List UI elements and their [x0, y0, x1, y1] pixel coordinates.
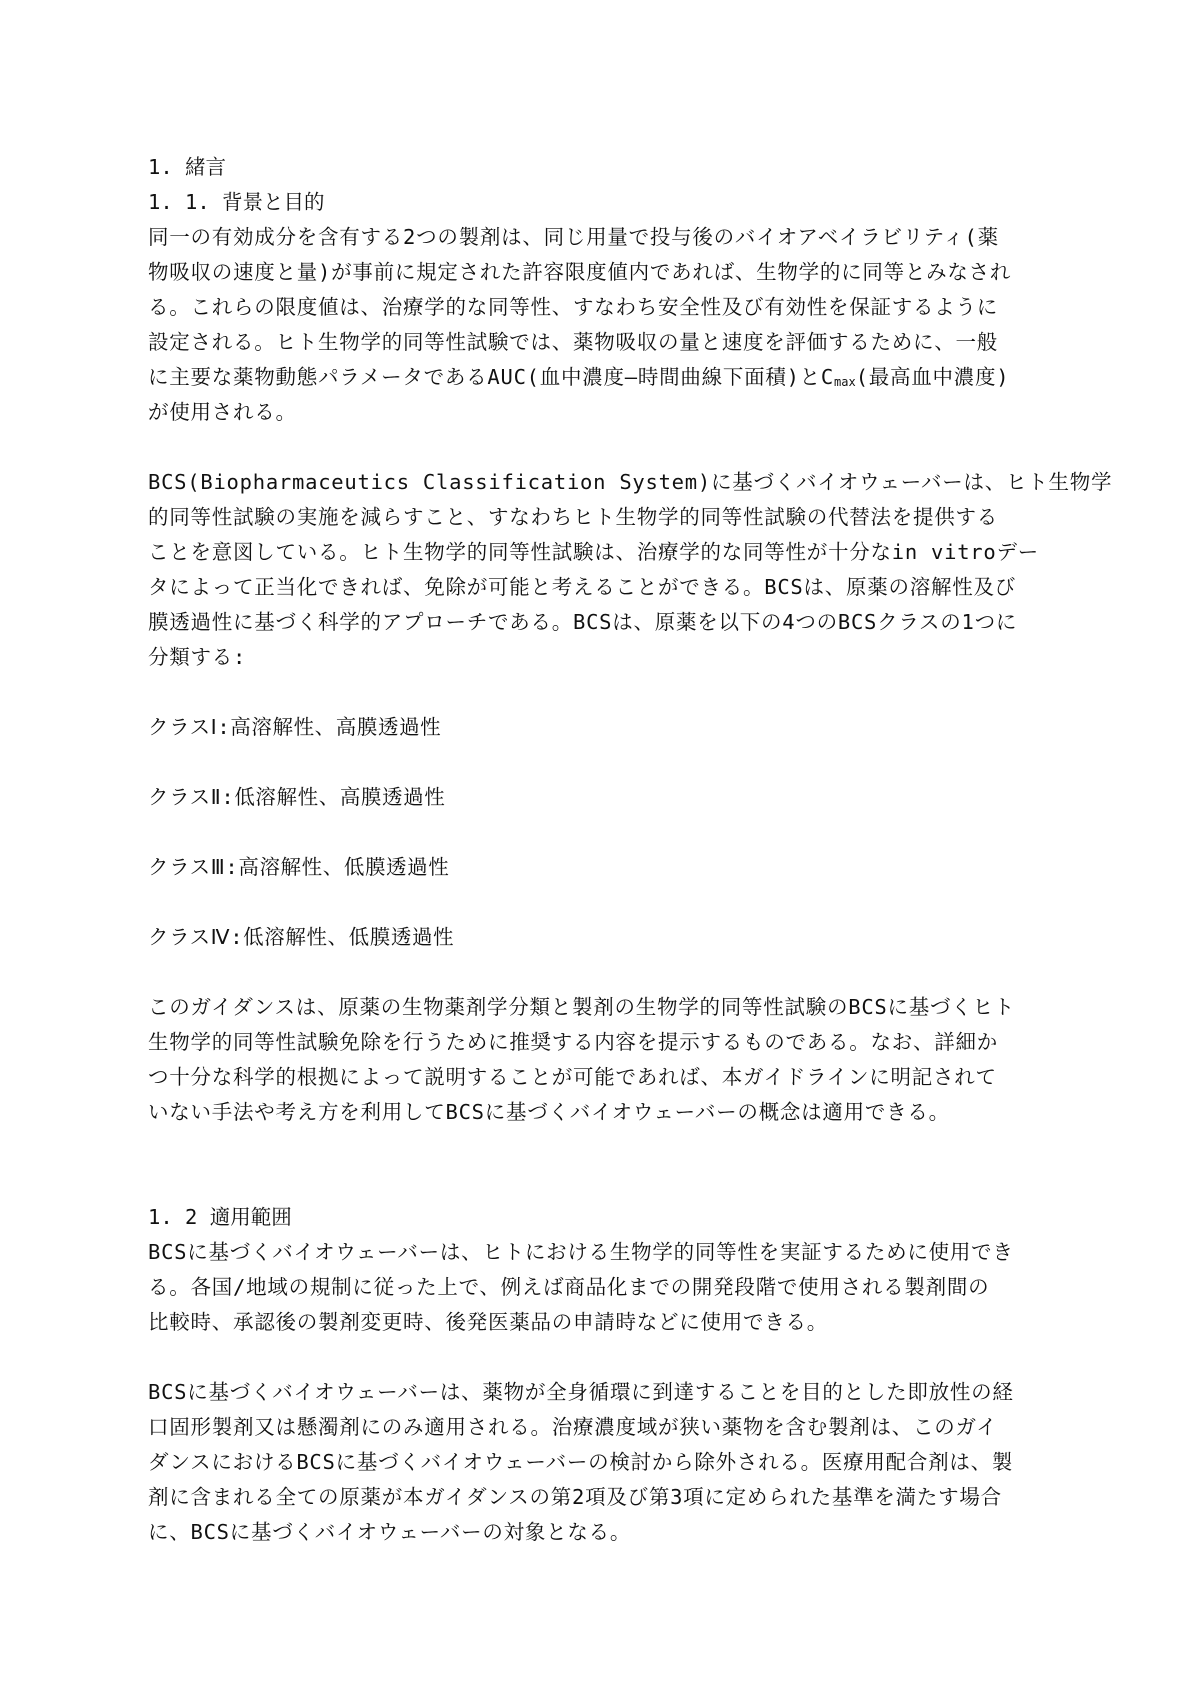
text-line: 分類する:: [148, 645, 247, 669]
text-line: 剤に含まれる全ての原薬が本ガイダンスの第2項及び第3項に定められた基準を満たす場合: [148, 1485, 1002, 1509]
text-line: タによって正当化できれば、免除が可能と考えることができる。BCSは、原薬の溶解性及び: [148, 575, 1017, 599]
text-line: ダンスにおけるBCSに基づくバイオウェーバーの検討から除外される。医療用配合剤は、製: [148, 1450, 1014, 1474]
text-line: 設定される。ヒト生物学的同等性試験では、薬物吸収の量と速度を評価するために、一般: [148, 330, 998, 354]
spacer: [148, 1130, 1033, 1200]
text-line: BCSに基づくバイオウェーバーは、薬物が全身循環に到達することを目的とした即放性の経: [148, 1380, 1014, 1404]
paragraph-bcs-intro: [148, 465, 1113, 675]
document-page: [148, 150, 1113, 1550]
text-line: に、BCSに基づくバイオウェーバーの対象となる。: [148, 1520, 632, 1544]
text-line: 生物学的同等性試験免除を行うために推奨する内容を提示するものである。なお、詳細か: [148, 1030, 998, 1054]
spacer: [148, 955, 1033, 990]
text-line: BCSに基づくバイオウェーバーは、ヒトにおける生物学的同等性を実証するために使用でき: [148, 1240, 1014, 1264]
spacer: [148, 745, 1033, 780]
text-line: が使用される。: [148, 400, 297, 424]
text-line: 口固形製剤又は懸濁剤にのみ適用される。治療濃度域が狭い薬物を含む製剤は、このガイ: [148, 1415, 998, 1439]
paragraph-guidance-purpose: [148, 990, 1033, 1130]
paragraph-background: [148, 220, 1033, 430]
subsection-heading-background: 1. 1. 背景と目的: [148, 190, 325, 214]
spacer: [148, 675, 1033, 710]
spacer: [148, 885, 1033, 920]
text-line: つ十分な科学的根拠によって説明することが可能であれば、本ガイドラインに明記されて: [148, 1065, 997, 1089]
bcs-class-2: クラスⅡ:低溶解性、高膜透過性: [148, 785, 446, 809]
text-line: 比較時、承認後の製剤変更時、後発医薬品の申請時などに使用できる。: [148, 1310, 828, 1334]
text-line: [148, 360, 1033, 395]
subsection-heading-scope: 1. 2 適用範囲: [148, 1205, 292, 1229]
text-line: いない手法や考え方を利用してBCSに基づくバイオウェーバーの概念は適用できる。: [148, 1100, 950, 1124]
text-line: 的同等性試験の実施を減らすこと、すなわちヒト生物学的同等性試験の代替法を提供する: [148, 505, 998, 529]
text-line: る。これらの限度値は、治療学的な同等性、すなわち安全性及び有効性を保証するように: [148, 295, 998, 319]
text-line: このガイダンスは、原薬の生物薬剤学分類と製剤の生物学的同等性試験のBCSに基づくヒト: [148, 995, 1015, 1019]
text-line: BCS(Biopharmaceutics Classification System)に基づくバイオウェーバーは、ヒト生物学: [148, 470, 1113, 494]
paragraph-scope-applicability: [148, 1375, 1033, 1550]
text-line: 物吸収の速度と量)が事前に規定された許容限度値内であれば、生物学的に同等とみなされ: [148, 260, 1012, 284]
bcs-class-1: クラスⅠ:高溶解性、高膜透過性: [148, 715, 442, 739]
text-line: 膜透過性に基づく科学的アプローチである。BCSは、原薬を以下の4つのBCSクラスの1つに: [148, 610, 1018, 634]
text-line: 同一の有効成分を含有する2つの製剤は、同じ用量で投与後のバイオアベイラビリティ(薬: [148, 225, 999, 249]
spacer: [148, 430, 1033, 465]
subscript-max: max: [834, 375, 856, 389]
spacer: [148, 815, 1033, 850]
bcs-class-4: クラスⅣ:低溶解性、低膜透過性: [148, 925, 455, 949]
text-fragment: (最高血中濃度): [855, 365, 1010, 389]
spacer: [148, 1340, 1033, 1375]
text-line: ことを意図している。ヒト生物学的同等性試験は、治療学的な同等性が十分なin vitroデー: [148, 540, 1039, 564]
paragraph-scope-use: [148, 1235, 1033, 1340]
text-fragment: に主要な薬物動態パラメータであるAUC(血中濃度―時間曲線下面積)とC: [148, 365, 835, 389]
section-heading-introduction: 1. 緒言: [148, 155, 227, 179]
bcs-class-3: クラスⅢ:高溶解性、低膜透過性: [148, 855, 450, 879]
text-line: る。各国/地域の規制に従った上で、例えば商品化までの開発段階で使用される製剤間の: [148, 1275, 990, 1299]
